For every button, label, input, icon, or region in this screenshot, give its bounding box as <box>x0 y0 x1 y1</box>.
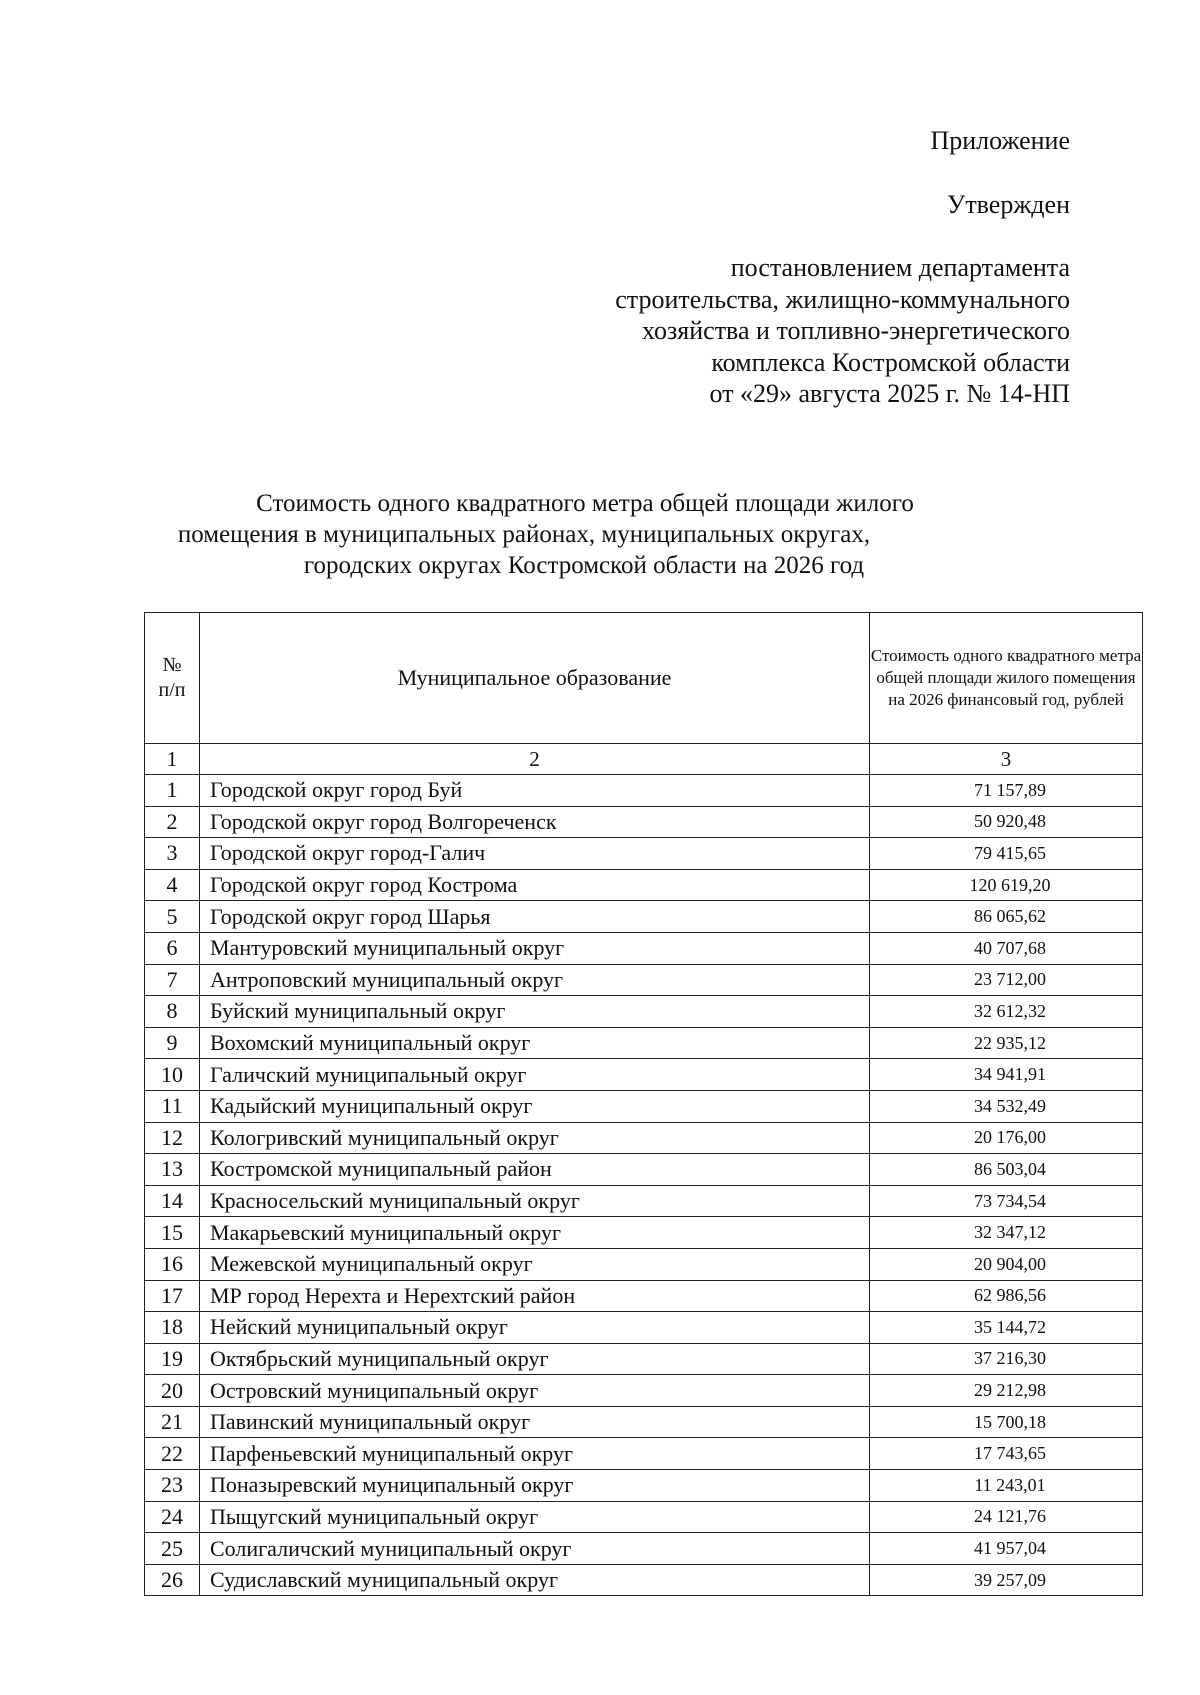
row-number: 4 <box>145 869 200 901</box>
row-municipality: Судиславский муниципальный округ <box>200 1564 870 1596</box>
table-row <box>145 1059 1143 1091</box>
row-cost: 32 612,32 <box>870 996 1143 1028</box>
row-municipality: Антроповский муниципальный округ <box>200 964 870 996</box>
column-index: 1 <box>145 744 200 775</box>
row-cost: 86 503,04 <box>870 1154 1143 1186</box>
row-municipality: Мантуровский муниципальный округ <box>200 932 870 964</box>
row-municipality: Городской округ город Кострома <box>200 869 870 901</box>
row-number: 22 <box>145 1438 200 1470</box>
row-number: 23 <box>145 1470 200 1502</box>
table-row <box>145 1090 1143 1122</box>
row-municipality: Красносельский муниципальный округ <box>200 1185 870 1217</box>
row-municipality: Нейский муниципальный округ <box>200 1312 870 1344</box>
row-number: 16 <box>145 1248 200 1280</box>
header-cost: Стоимость одного квадратного метра общей площади жилого помещения на 2026 финансовый год, рублей <box>870 613 1143 744</box>
table-row <box>145 1438 1143 1470</box>
row-number: 6 <box>145 932 200 964</box>
table-row <box>145 1501 1143 1533</box>
row-cost: 32 347,12 <box>870 1217 1143 1249</box>
row-municipality: Макарьевский муниципальный округ <box>200 1217 870 1249</box>
header-municipality: Муниципальное образование <box>200 613 870 744</box>
table-row <box>145 838 1143 870</box>
row-cost: 11 243,01 <box>870 1470 1143 1502</box>
row-cost: 15 700,18 <box>870 1406 1143 1438</box>
table-row <box>145 996 1143 1028</box>
row-municipality: Городской округ город Волгореченск <box>200 806 870 838</box>
row-cost: 34 532,49 <box>870 1090 1143 1122</box>
table-row <box>145 806 1143 838</box>
approval-reference <box>615 252 1070 410</box>
title-line: городских округах Костромской области на 2026 год <box>303 552 865 579</box>
row-cost: 20 904,00 <box>870 1248 1143 1280</box>
table-row <box>145 964 1143 996</box>
cost-table <box>144 612 1143 1596</box>
table-row <box>145 932 1143 964</box>
header-number <box>145 613 200 744</box>
row-cost: 17 743,65 <box>870 1438 1143 1470</box>
row-number: 18 <box>145 1312 200 1344</box>
row-number: 20 <box>145 1375 200 1407</box>
approved-label: Утвержден <box>946 190 1070 219</box>
row-cost: 41 957,04 <box>870 1533 1143 1565</box>
row-municipality: Городской округ город-Галич <box>200 838 870 870</box>
table-row <box>145 1343 1143 1375</box>
row-number: 21 <box>145 1406 200 1438</box>
table-body <box>145 775 1143 1596</box>
approval-line: комплекса Костромской области <box>711 347 1070 377</box>
row-number: 10 <box>145 1059 200 1091</box>
row-number: 19 <box>145 1343 200 1375</box>
table-row <box>145 1027 1143 1059</box>
table-row <box>145 775 1143 807</box>
table-header-row <box>145 613 1143 744</box>
row-municipality: Межевской муниципальный округ <box>200 1248 870 1280</box>
approval-line: постановлением департамента <box>730 253 1070 282</box>
row-cost: 35 144,72 <box>870 1312 1143 1344</box>
table-row <box>145 1406 1143 1438</box>
row-cost: 39 257,09 <box>870 1564 1143 1596</box>
row-cost: 73 734,54 <box>870 1185 1143 1217</box>
row-number: 13 <box>145 1154 200 1186</box>
table-row <box>145 1312 1143 1344</box>
row-number: 14 <box>145 1185 200 1217</box>
document-title <box>150 488 1030 581</box>
row-cost: 24 121,76 <box>870 1501 1143 1533</box>
row-municipality: Вохомский муниципальный округ <box>200 1027 870 1059</box>
row-municipality: Галичский муниципальный округ <box>200 1059 870 1091</box>
row-municipality: МР город Нерехта и Нерехтский район <box>200 1280 870 1312</box>
column-index: 2 <box>200 744 870 775</box>
approval-line: от «29» августа 2025 г. № 14-НП <box>709 379 1070 408</box>
row-number: 8 <box>145 996 200 1028</box>
header-number-sign: № <box>162 654 182 676</box>
row-municipality: Островский муниципальный округ <box>200 1375 870 1407</box>
table-row <box>145 1564 1143 1596</box>
approval-line: хозяйства и топливно-энергетического <box>642 316 1070 345</box>
row-number: 9 <box>145 1027 200 1059</box>
row-municipality: Костромской муниципальный район <box>200 1154 870 1186</box>
table-row <box>145 1533 1143 1565</box>
row-cost: 79 415,65 <box>870 838 1143 870</box>
row-municipality: Пыщугский муниципальный округ <box>200 1501 870 1533</box>
row-cost: 50 920,48 <box>870 806 1143 838</box>
approval-line: строительства, жилищно-коммунального <box>615 284 1070 314</box>
row-number: 5 <box>145 901 200 933</box>
row-municipality: Городской округ город Буй <box>200 775 870 807</box>
table-row <box>145 1280 1143 1312</box>
column-index-row <box>145 744 1143 775</box>
row-number: 24 <box>145 1501 200 1533</box>
row-municipality: Поназыревский муниципальный округ <box>200 1470 870 1502</box>
table-row <box>145 1217 1143 1249</box>
title-line: помещения в муниципальных районах, муниципальных округах, <box>177 521 871 548</box>
row-number: 12 <box>145 1122 200 1154</box>
row-municipality: Кадыйский муниципальный округ <box>200 1090 870 1122</box>
row-number: 1 <box>145 775 200 807</box>
row-cost: 23 712,00 <box>870 964 1143 996</box>
row-cost: 71 157,89 <box>870 775 1143 807</box>
row-cost: 62 986,56 <box>870 1280 1143 1312</box>
table-row <box>145 1375 1143 1407</box>
table-row <box>145 1470 1143 1502</box>
row-number: 25 <box>145 1533 200 1565</box>
table-row <box>145 1154 1143 1186</box>
table-row <box>145 1122 1143 1154</box>
row-municipality: Павинский муниципальный округ <box>200 1406 870 1438</box>
row-number: 11 <box>145 1090 200 1122</box>
row-number: 7 <box>145 964 200 996</box>
row-number: 17 <box>145 1280 200 1312</box>
row-municipality: Городской округ город Шарья <box>200 901 870 933</box>
row-cost: 22 935,12 <box>870 1027 1143 1059</box>
row-municipality: Солигаличский муниципальный округ <box>200 1533 870 1565</box>
row-cost: 37 216,30 <box>870 1343 1143 1375</box>
row-municipality: Парфеньевский муниципальный округ <box>200 1438 870 1470</box>
row-cost: 120 619,20 <box>870 869 1143 901</box>
row-municipality: Буйский муниципальный округ <box>200 996 870 1028</box>
row-cost: 29 212,98 <box>870 1375 1143 1407</box>
title-line: Стоимость одного квадратного метра общей площади жилого <box>256 490 914 517</box>
row-municipality: Октябрьский муниципальный округ <box>200 1343 870 1375</box>
row-cost: 20 176,00 <box>870 1122 1143 1154</box>
column-index: 3 <box>870 744 1143 775</box>
row-number: 2 <box>145 806 200 838</box>
row-cost: 34 941,91 <box>870 1059 1143 1091</box>
row-number: 3 <box>145 838 200 870</box>
row-number: 26 <box>145 1564 200 1596</box>
row-number: 15 <box>145 1217 200 1249</box>
table-row <box>145 1185 1143 1217</box>
table-row <box>145 1248 1143 1280</box>
header-number-abbr: п/п <box>158 679 186 701</box>
row-cost: 86 065,62 <box>870 901 1143 933</box>
row-cost: 40 707,68 <box>870 932 1143 964</box>
row-municipality: Кологривский муниципальный округ <box>200 1122 870 1154</box>
annex-label: Приложение <box>930 126 1070 155</box>
table-row <box>145 869 1143 901</box>
table-row <box>145 901 1143 933</box>
